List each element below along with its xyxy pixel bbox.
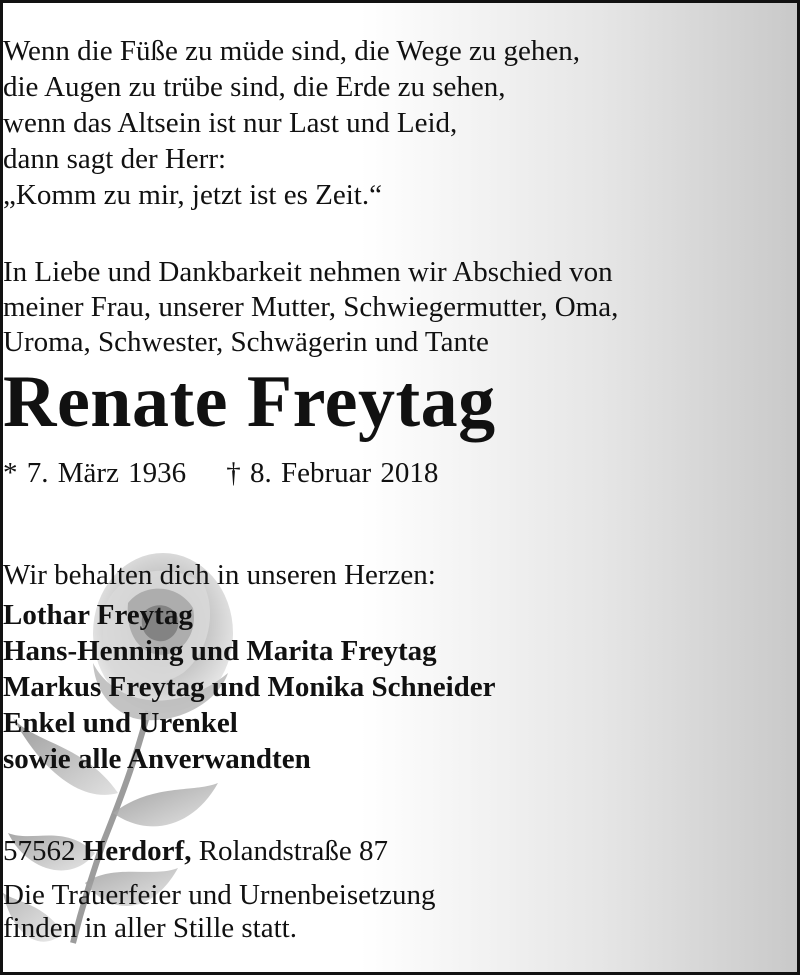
poem-line: dann sagt der Herr:: [3, 143, 227, 175]
birth-date: * 7. März 1936: [3, 457, 187, 489]
life-dates: [3, 455, 797, 491]
address-city: Herdorf,: [82, 835, 192, 867]
intro-line: meiner Frau, unserer Mutter, Schwiegermutter, Oma,: [3, 291, 619, 323]
mourner-name: Lothar Freytag: [3, 599, 193, 631]
intro-line: Uroma, Schwester, Schwägerin und Tante: [3, 326, 489, 358]
intro-line: In Liebe und Dankbarkeit nehmen wir Abschied von: [3, 256, 613, 288]
funeral-line: finden in aller Stille statt.: [3, 912, 297, 944]
death-date: † 8. Februar 2018: [226, 457, 439, 489]
remembrance-motto: Wir behalten dich in unseren Herzen:: [3, 559, 436, 591]
poem-line: wenn das Altsein ist nur Last und Leid,: [3, 107, 458, 139]
mourners-list: [3, 597, 797, 777]
farewell-intro: [3, 255, 797, 360]
address-zip: 57562: [3, 835, 76, 867]
mourner-name: Hans-Henning und Marita Freytag: [3, 635, 437, 667]
funeral-line: Die Trauerfeier und Urnenbeisetzung: [3, 879, 436, 911]
mourner-name: Markus Freytag und Monika Schneider: [3, 671, 496, 703]
poem-line: „Komm zu mir, jetzt ist es Zeit.“: [3, 179, 382, 211]
address-street: Rolandstraße 87: [198, 835, 388, 867]
mourner-name: sowie alle Anverwandten: [3, 743, 311, 775]
mourner-name: Enkel und Urenkel: [3, 707, 238, 739]
poem-text: [3, 33, 797, 213]
poem-line: Wenn die Füße zu müde sind, die Wege zu gehen,: [3, 35, 581, 67]
deceased-name: Renate Freytag: [3, 361, 496, 443]
poem-line: die Augen zu trübe sind, die Erde zu sehen,: [3, 71, 506, 103]
funeral-note: [3, 879, 797, 945]
address: [3, 833, 797, 869]
